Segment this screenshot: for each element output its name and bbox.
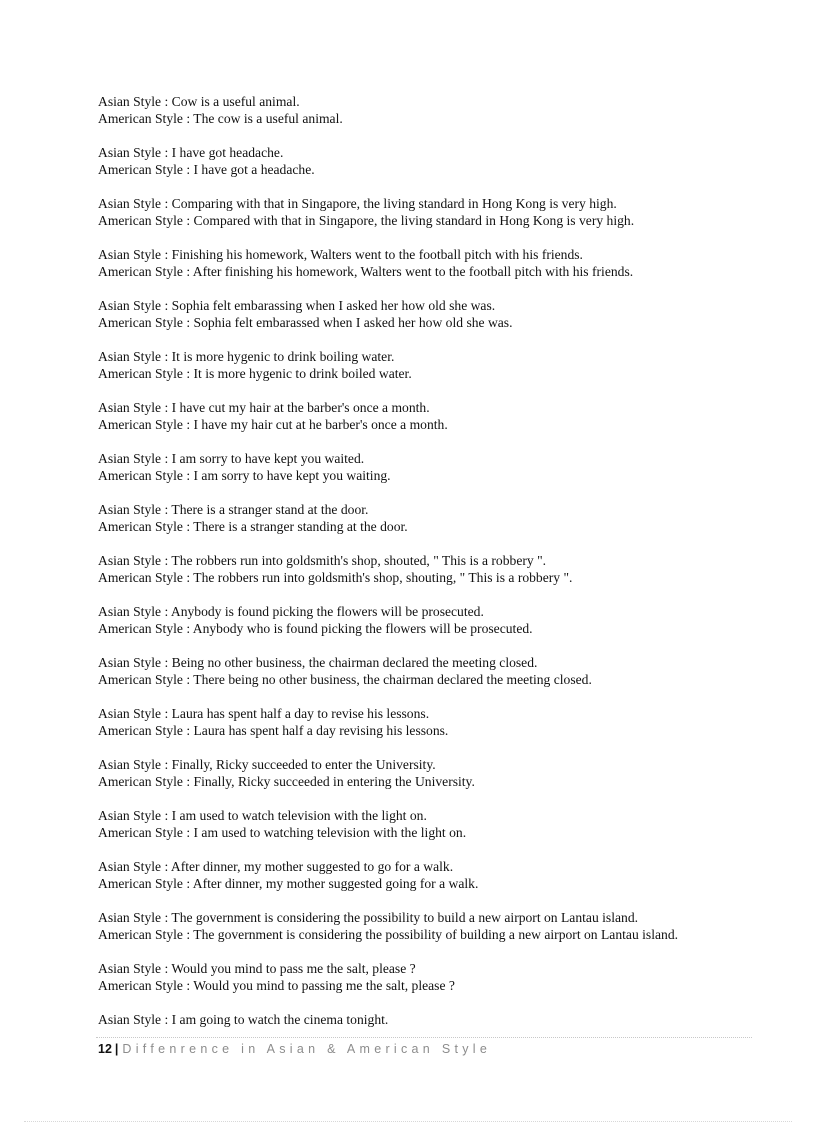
example-pair: [98, 807, 758, 841]
example-pair: [98, 858, 758, 892]
asian-style-line: Asian Style : I am used to watch television with the light on.: [98, 808, 427, 823]
asian-style-line: Asian Style : I have cut my hair at the barber's once a month.: [98, 400, 430, 415]
asian-style-line: Asian Style : Anybody is found picking the flowers will be prosecuted.: [98, 604, 484, 619]
page-bottom-edge: [24, 1121, 792, 1122]
asian-style-line: Asian Style : After dinner, my mother suggested to go for a walk.: [98, 859, 454, 874]
american-style-line: American Style : Anybody who is found picking the flowers will be prosecuted.: [98, 621, 533, 636]
american-style-line: American Style : The cow is a useful animal.: [98, 111, 343, 126]
example-pair: [98, 297, 758, 331]
asian-style-line: Asian Style : It is more hygenic to drink boiling water.: [98, 349, 395, 364]
example-pair: [98, 348, 758, 382]
american-style-line: American Style : Would you mind to passing me the salt, please ?: [98, 978, 455, 993]
example-pair: [98, 603, 758, 637]
american-style-line: American Style : Sophia felt embarassed when I asked her how old she was.: [98, 315, 513, 330]
american-style-line: American Style : I have got a headache.: [98, 162, 315, 177]
footer-divider: [96, 1037, 752, 1038]
example-pair: [98, 450, 758, 484]
example-pair: [98, 1011, 758, 1028]
example-pair: [98, 756, 758, 790]
examples-list: [98, 93, 758, 1045]
asian-style-line: Asian Style : Would you mind to pass me the salt, please ?: [98, 961, 416, 976]
example-pair: [98, 909, 758, 943]
asian-style-line: Asian Style : Laura has spent half a day to revise his lessons.: [98, 706, 430, 721]
american-style-line: American Style : The robbers run into goldsmith's shop, shouting, " This is a robbery ".: [98, 570, 573, 585]
american-style-line: American Style : Laura has spent half a day revising his lessons.: [98, 723, 449, 738]
asian-style-line: Asian Style : The robbers run into goldsmith's shop, shouted, " This is a robbery ".: [98, 553, 547, 568]
page-footer: [98, 1040, 491, 1058]
example-pair: [98, 144, 758, 178]
asian-style-line: Asian Style : Finally, Ricky succeeded to enter the University.: [98, 757, 436, 772]
american-style-line: American Style : It is more hygenic to drink boiled water.: [98, 366, 412, 381]
asian-style-line: Asian Style : The government is considering the possibility to build a new airport on Lantau island.: [98, 910, 639, 925]
asian-style-line: Asian Style : I am going to watch the cinema tonight.: [98, 1012, 389, 1027]
american-style-line: American Style : After finishing his homework, Walters went to the football pitch with his friends.: [98, 264, 634, 279]
asian-style-line: Asian Style : I am sorry to have kept you waited.: [98, 451, 365, 466]
example-pair: [98, 960, 758, 994]
american-style-line: American Style : Finally, Ricky succeeded in entering the University.: [98, 774, 475, 789]
example-pair: [98, 246, 758, 280]
document-title: Diffenrence in Asian & American Style: [122, 1042, 492, 1056]
american-style-line: American Style : I am sorry to have kept you waiting.: [98, 468, 391, 483]
example-pair: [98, 654, 758, 688]
example-pair: [98, 399, 758, 433]
page-number: 12: [98, 1042, 112, 1056]
asian-style-line: Asian Style : Being no other business, the chairman declared the meeting closed.: [98, 655, 538, 670]
asian-style-line: Asian Style : There is a stranger stand at the door.: [98, 502, 369, 517]
american-style-line: American Style : There is a stranger standing at the door.: [98, 519, 408, 534]
asian-style-line: Asian Style : I have got headache.: [98, 145, 284, 160]
asian-style-line: Asian Style : Sophia felt embarassing when I asked her how old she was.: [98, 298, 496, 313]
footer-separator: |: [114, 1042, 119, 1056]
american-style-line: American Style : Compared with that in Singapore, the living standard in Hong Kong is very high.: [98, 213, 635, 228]
asian-style-line: Asian Style : Cow is a useful animal.: [98, 94, 300, 109]
american-style-line: American Style : I have my hair cut at he barber's once a month.: [98, 417, 448, 432]
asian-style-line: Asian Style : Finishing his homework, Walters went to the football pitch with his friends.: [98, 247, 583, 262]
example-pair: [98, 552, 758, 586]
american-style-line: American Style : After dinner, my mother suggested going for a walk.: [98, 876, 479, 891]
american-style-line: American Style : The government is considering the possibility of building a new airport on Lantau island.: [98, 927, 679, 942]
american-style-line: American Style : I am used to watching television with the light on.: [98, 825, 467, 840]
example-pair: [98, 195, 758, 229]
example-pair: [98, 501, 758, 535]
asian-style-line: Asian Style : Comparing with that in Singapore, the living standard in Hong Kong is very high.: [98, 196, 617, 211]
example-pair: [98, 93, 758, 127]
american-style-line: American Style : There being no other business, the chairman declared the meeting closed.: [98, 672, 592, 687]
example-pair: [98, 705, 758, 739]
